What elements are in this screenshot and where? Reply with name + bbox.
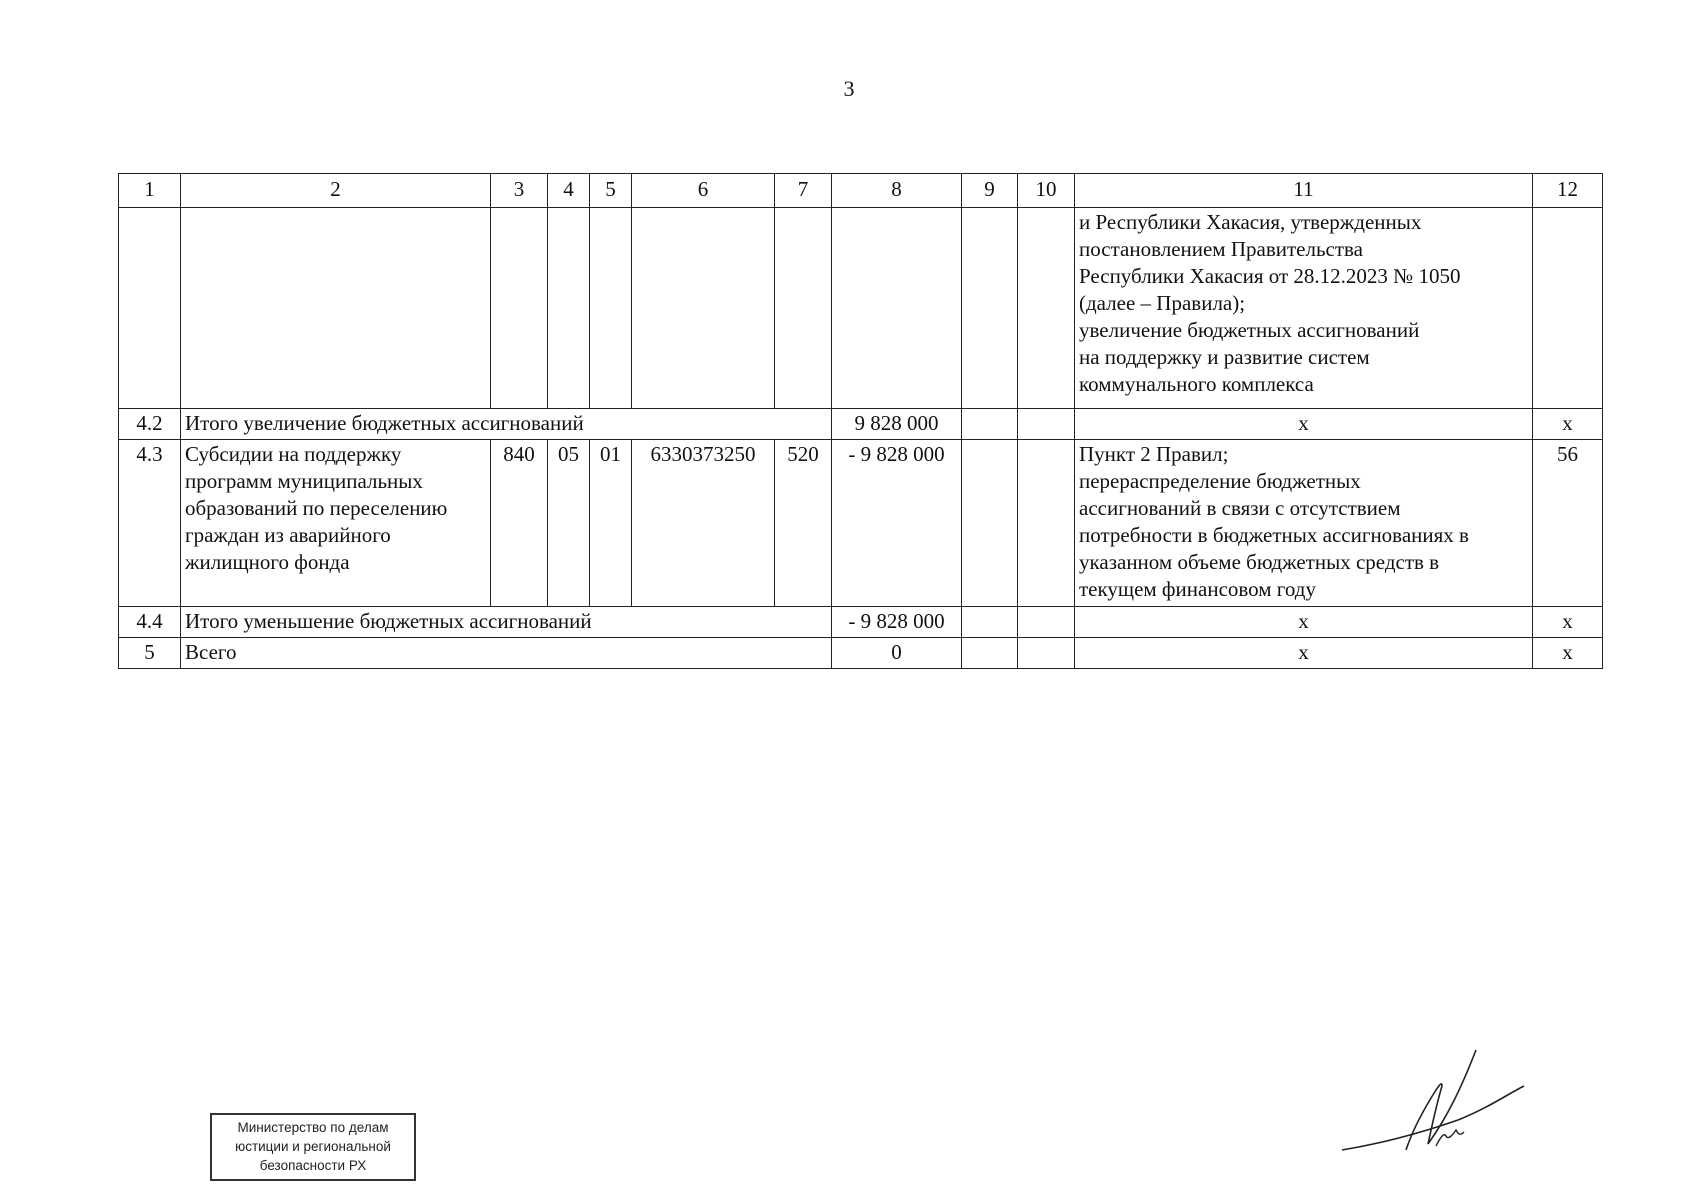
cell-empty bbox=[1018, 607, 1075, 638]
cell-empty bbox=[962, 208, 1018, 409]
ministry-stamp bbox=[210, 1113, 416, 1181]
budget-table bbox=[118, 173, 1603, 669]
cell-empty bbox=[962, 638, 1018, 669]
code-target-article: 6330373250 bbox=[632, 440, 775, 607]
header-cell: 4 bbox=[548, 174, 590, 208]
col11-mark: x bbox=[1075, 607, 1533, 638]
justification: Пункт 2 Правил; перераспределение бюджетных ассигнований в связи с отсутствием потребности в бюджетных ассигнованиях в указанном объеме бюджетных средств в текущем финансовом году bbox=[1075, 440, 1533, 607]
cell-empty bbox=[1533, 208, 1603, 409]
stamp-line: юстиции и региональной bbox=[235, 1139, 391, 1154]
page-number: 3 bbox=[843, 76, 855, 101]
header-cell: 7 bbox=[775, 174, 832, 208]
row-label: Итого увеличение бюджетных ассигнований bbox=[181, 409, 832, 440]
row-4-4 bbox=[119, 607, 1603, 638]
cell-empty bbox=[962, 409, 1018, 440]
col12-value: 56 bbox=[1533, 440, 1603, 607]
code-subsection: 01 bbox=[590, 440, 632, 607]
cell-empty bbox=[491, 208, 548, 409]
cell-empty bbox=[632, 208, 775, 409]
amount: 0 bbox=[832, 638, 962, 669]
cell-empty bbox=[962, 440, 1018, 607]
row-number: 4.3 bbox=[119, 440, 181, 607]
cell-empty bbox=[181, 208, 491, 409]
header-cell: 10 bbox=[1018, 174, 1075, 208]
amount: 9 828 000 bbox=[832, 409, 962, 440]
row-4-2 bbox=[119, 409, 1603, 440]
expense-name: Субсидии на поддержку программ муниципальных образований по переселению граждан из аварийного жилищного фонда bbox=[181, 440, 491, 607]
code-expense-type: 520 bbox=[775, 440, 832, 607]
header-cell: 2 bbox=[181, 174, 491, 208]
cell-empty bbox=[1018, 638, 1075, 669]
header-cell: 11 bbox=[1075, 174, 1533, 208]
row-4-3 bbox=[119, 440, 1603, 607]
header-cell: 6 bbox=[632, 174, 775, 208]
row-number: 4.2 bbox=[119, 409, 181, 440]
cell-empty bbox=[119, 208, 181, 409]
cell-empty bbox=[1018, 208, 1075, 409]
cell-empty bbox=[962, 607, 1018, 638]
row-5-total bbox=[119, 638, 1603, 669]
cell-empty bbox=[1018, 440, 1075, 607]
cell-empty bbox=[775, 208, 832, 409]
signature bbox=[1338, 1046, 1528, 1156]
header-cell: 12 bbox=[1533, 174, 1603, 208]
cell-empty bbox=[590, 208, 632, 409]
code-section: 05 bbox=[548, 440, 590, 607]
stamp-line: Министерство по делам bbox=[237, 1120, 389, 1135]
col12-mark: x bbox=[1533, 409, 1603, 440]
continuation-justification: и Республики Хакасия, утвержденных постановлением Правительства Республики Хакасия от 28.12.2023 № 1050 (далее – Правила); увеличение бюджетных ассигнований на поддержку и развитие систем коммунального комплекса bbox=[1075, 208, 1533, 409]
col12-mark: x bbox=[1533, 607, 1603, 638]
amount: - 9 828 000 bbox=[832, 440, 962, 607]
code-ministry: 840 bbox=[491, 440, 548, 607]
row-label: Всего bbox=[181, 638, 832, 669]
row-number: 5 bbox=[119, 638, 181, 669]
row-number: 4.4 bbox=[119, 607, 181, 638]
row-label: Итого уменьшение бюджетных ассигнований bbox=[181, 607, 832, 638]
amount: - 9 828 000 bbox=[832, 607, 962, 638]
col11-mark: x bbox=[1075, 638, 1533, 669]
continuation-row bbox=[119, 208, 1603, 409]
header-cell: 3 bbox=[491, 174, 548, 208]
cell-empty bbox=[832, 208, 962, 409]
header-cell: 8 bbox=[832, 174, 962, 208]
stamp-line: безопасности РХ bbox=[259, 1158, 367, 1173]
header-row bbox=[119, 174, 1603, 208]
cell-empty bbox=[548, 208, 590, 409]
header-cell: 9 bbox=[962, 174, 1018, 208]
col12-mark: x bbox=[1533, 638, 1603, 669]
cell-empty bbox=[1018, 409, 1075, 440]
header-cell: 1 bbox=[119, 174, 181, 208]
col11-mark: x bbox=[1075, 409, 1533, 440]
header-cell: 5 bbox=[590, 174, 632, 208]
